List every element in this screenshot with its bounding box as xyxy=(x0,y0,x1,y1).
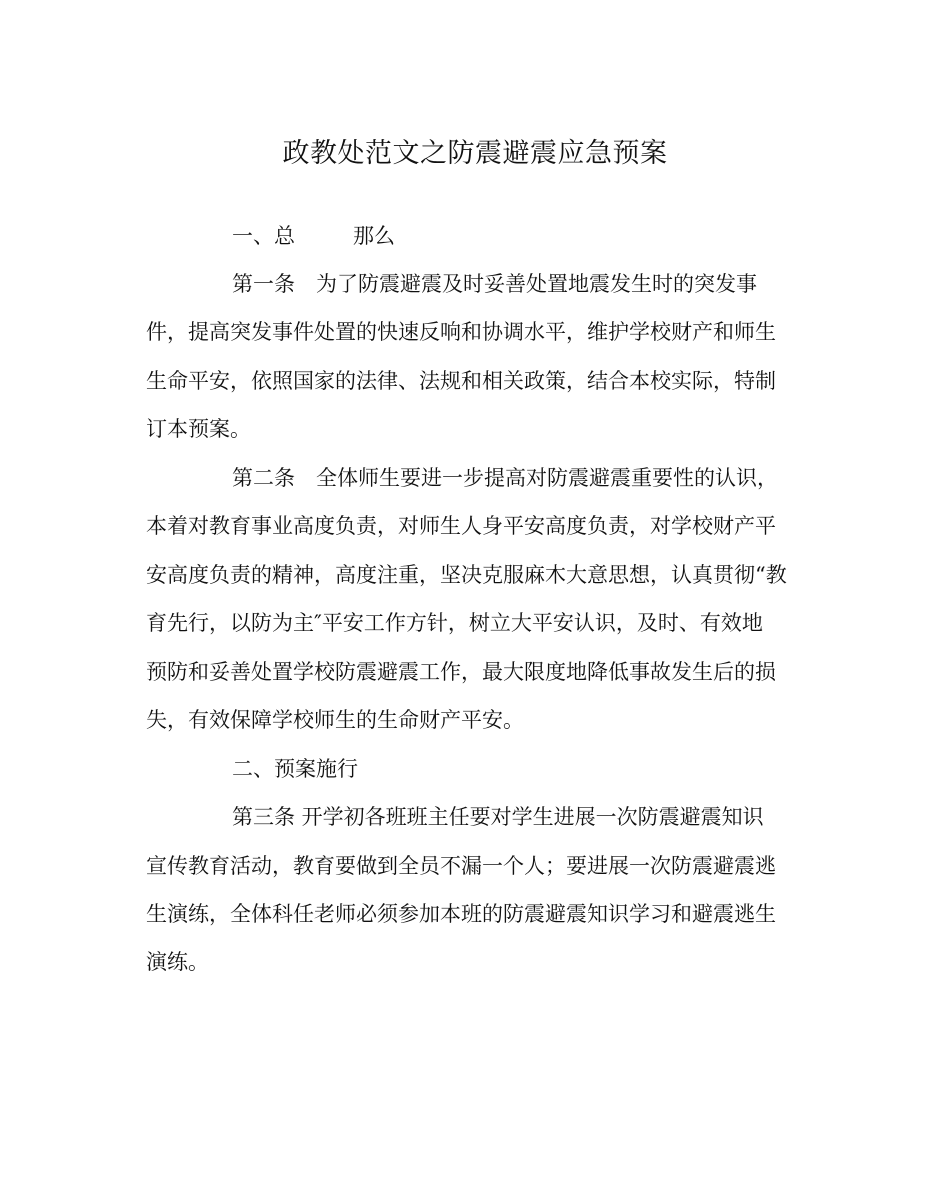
article-1-line: 件，提高突发事件处置的快速反响和协调水平，维护学校财产和师生 xyxy=(146,320,776,344)
article-2-line: 失，有效保障学校师生的生命财产平安。 xyxy=(146,708,524,732)
section-heading-implementation: 二、预案施行 xyxy=(232,757,358,781)
article-2-line: 本着对教育事业高度负责，对师生人身平安高度负责，对学校财产平 xyxy=(146,514,776,538)
section-heading-general-part-a: 一、总 xyxy=(232,224,295,248)
article-2-line: 第二条 全体师生要进一步提高对防震避震重要性的认识， xyxy=(232,466,778,490)
article-3-line: 第三条 开学初各班班主任要对学生进展一次防震避震知识 xyxy=(232,805,764,829)
article-1-line: 第一条 为了防震避震及时妥善处置地震发生时的突发事 xyxy=(232,272,757,296)
document-title: 政教处范文之防震避震应急预案 xyxy=(282,138,668,169)
article-1-line: 订本预案。 xyxy=(146,417,251,441)
article-3-line: 生演练，全体科任老师必须参加本班的防震避震知识学习和避震逃生 xyxy=(146,902,776,926)
article-2-line: 育先行，以防为主″平安工作方针，树立大平安认识，及时、有效地 xyxy=(146,611,763,635)
article-2-line: 安高度负责的精神，高度注重，坚决克服麻木大意思想，认真贯彻“教 xyxy=(146,563,787,587)
article-3-line: 演练。 xyxy=(146,950,209,974)
section-heading-general-part-b: 那么 xyxy=(353,224,395,248)
article-2-line: 预防和妥善处置学校防震避震工作，最大限度地降低事故发生后的损 xyxy=(146,660,776,684)
section-heading-general xyxy=(232,221,395,251)
article-1-line: 生命平安，依照国家的法律、法规和相关政策，结合本校实际，特制 xyxy=(146,369,776,393)
article-3-line: 宣传教育活动，教育要做到全员不漏一个人；要进展一次防震避震逃 xyxy=(146,854,776,878)
